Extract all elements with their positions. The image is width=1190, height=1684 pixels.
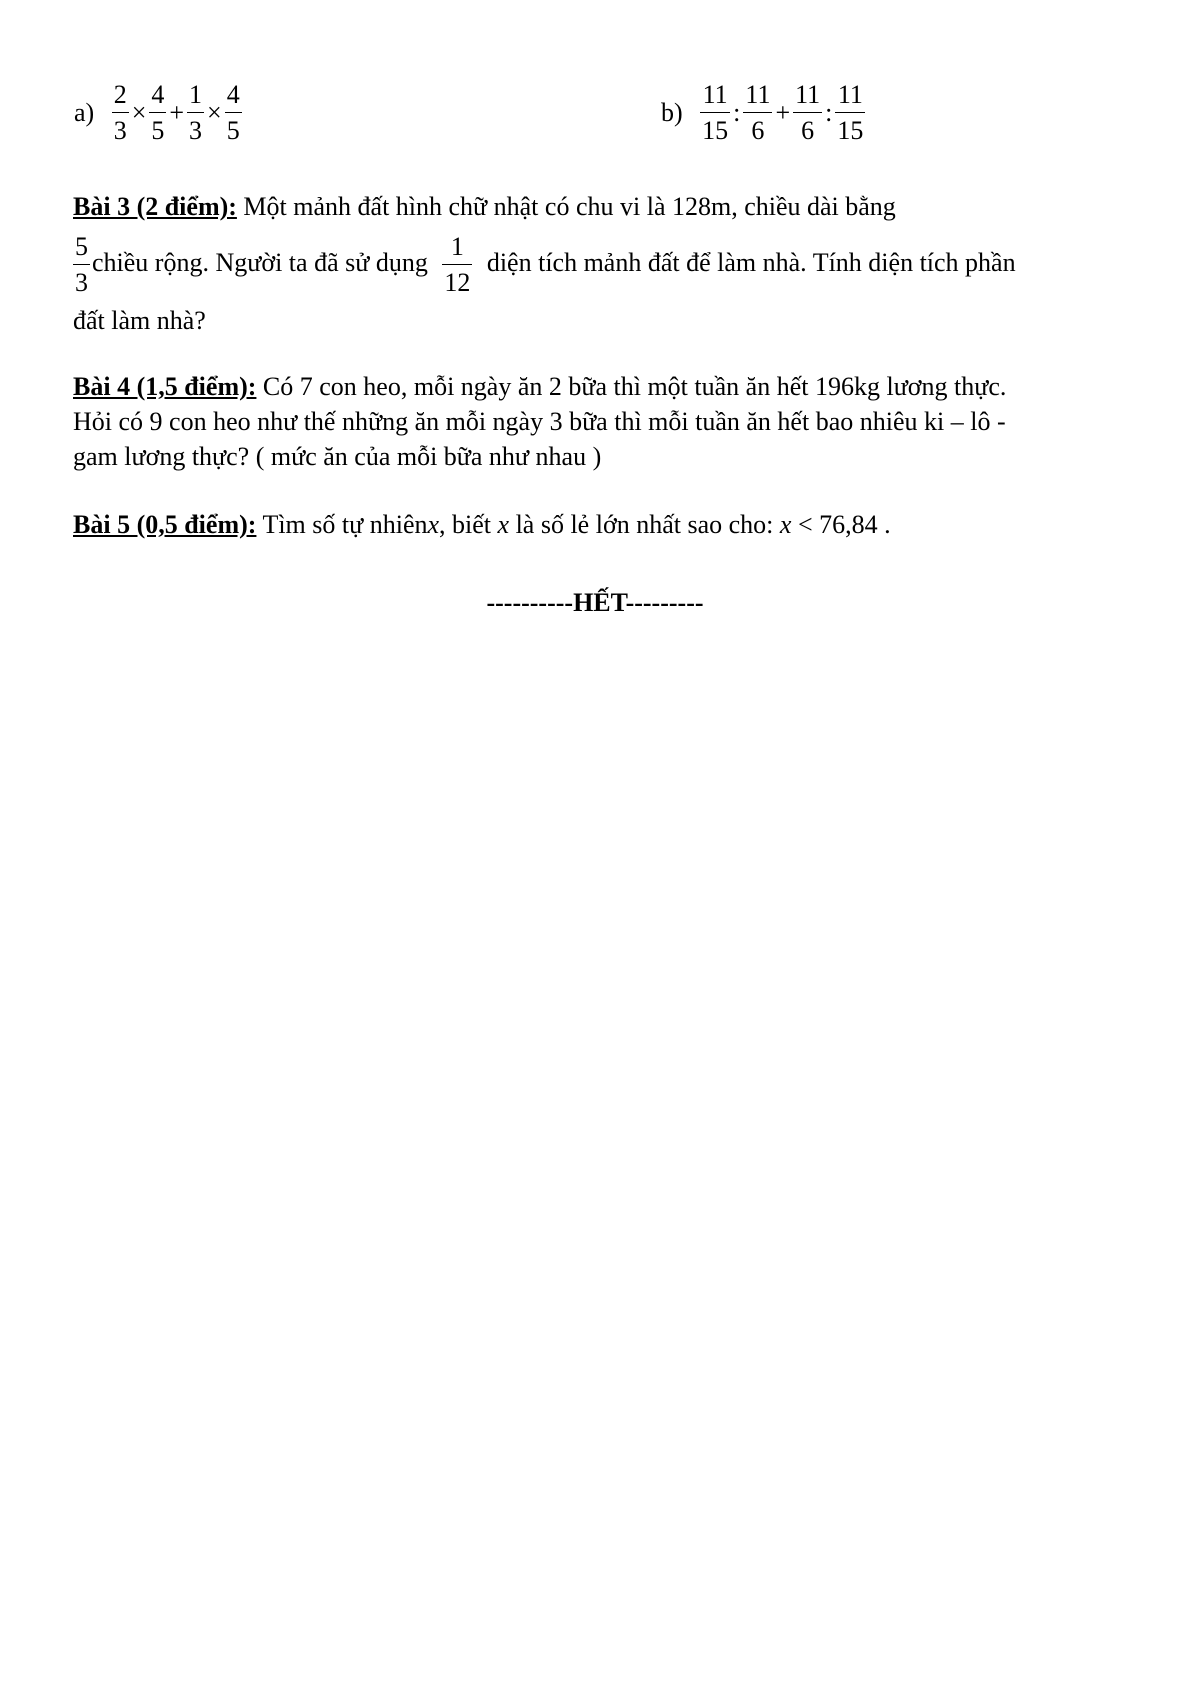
bai3-title: Bài 3 (2 điểm): bbox=[73, 192, 237, 221]
operator: + bbox=[775, 98, 791, 127]
bai3-text3: diện tích mảnh đất để làm nhà. Tính diện tích phần bbox=[480, 247, 1016, 277]
operator: + bbox=[169, 98, 185, 127]
bai4-text3: gam lương thực? ( mức ăn của mỗi bữa như nhau ) bbox=[73, 442, 602, 471]
variable-x: x bbox=[427, 510, 440, 539]
bai5-t2: , biết bbox=[439, 510, 498, 539]
bai5-title: Bài 5 (0,5 điểm): bbox=[73, 510, 257, 539]
fraction: $\frac{11}{15}$ bbox=[702, 80, 729, 145]
fraction: $\frac{11}{6}$ bbox=[795, 80, 821, 145]
operator: : bbox=[733, 98, 741, 127]
bai5-line bbox=[73, 508, 891, 542]
bai4-text1: Có 7 con heo, mỗi ngày ăn 2 bữa thì một tuần ăn hết 196kg lương thực. bbox=[256, 372, 1007, 401]
end-marker: ----------HẾT--------- bbox=[486, 588, 704, 617]
variable-x: x bbox=[497, 510, 510, 539]
fraction: $\frac{1}{3}$ bbox=[189, 80, 203, 145]
bai4-line3 bbox=[73, 440, 601, 474]
bai4-text2: Hỏi có 9 con heo như thế những ăn mỗi ngày 3 bữa thì mỗi tuần ăn hết bao nhiêu ki – lô - bbox=[73, 407, 1006, 436]
fraction: $\frac{2}{3}$ bbox=[113, 80, 127, 145]
bai3-text1: Một mảnh đất hình chữ nhật có chu vi là 128m, chiều dài bằng bbox=[236, 192, 896, 221]
fraction: $\frac{11}{15}$ bbox=[837, 80, 864, 145]
expression-a bbox=[73, 82, 244, 144]
fraction: $\frac{4}{5}$ bbox=[226, 80, 240, 145]
bai5-t3: là số lẻ lớn nhất sao cho: bbox=[509, 510, 780, 539]
fraction: $\frac{11}{6}$ bbox=[745, 80, 771, 145]
bai5-t1: Tìm số tự nhiên bbox=[256, 510, 428, 539]
operator: : bbox=[825, 98, 833, 127]
label-b: b) bbox=[661, 98, 683, 127]
bai3-line3 bbox=[73, 304, 206, 338]
label-a: a) bbox=[74, 98, 95, 127]
fraction: $\frac{4}{5}$ bbox=[151, 80, 165, 145]
bai5-t4: < 76,84 . bbox=[791, 510, 891, 539]
operator: × bbox=[207, 98, 222, 127]
variable-x: x bbox=[779, 510, 792, 539]
bai3-text4: đất làm nhà? bbox=[73, 306, 206, 335]
operator: × bbox=[131, 98, 147, 127]
bai4-title: Bài 4 (1,5 điểm): bbox=[73, 372, 257, 401]
fraction-5-3: $\frac{5}{3}$ bbox=[75, 232, 88, 297]
expression-b bbox=[660, 82, 867, 144]
bai3-line2 bbox=[73, 234, 1016, 296]
bai4-line1 bbox=[73, 370, 1006, 404]
bai3-text2: chiều rộng. Người ta đã sử dụng bbox=[92, 247, 435, 277]
fraction-1-12: $\frac{1}{12}$ bbox=[444, 232, 471, 297]
bai4-line2 bbox=[73, 405, 1006, 439]
bai3-line1 bbox=[73, 190, 896, 224]
